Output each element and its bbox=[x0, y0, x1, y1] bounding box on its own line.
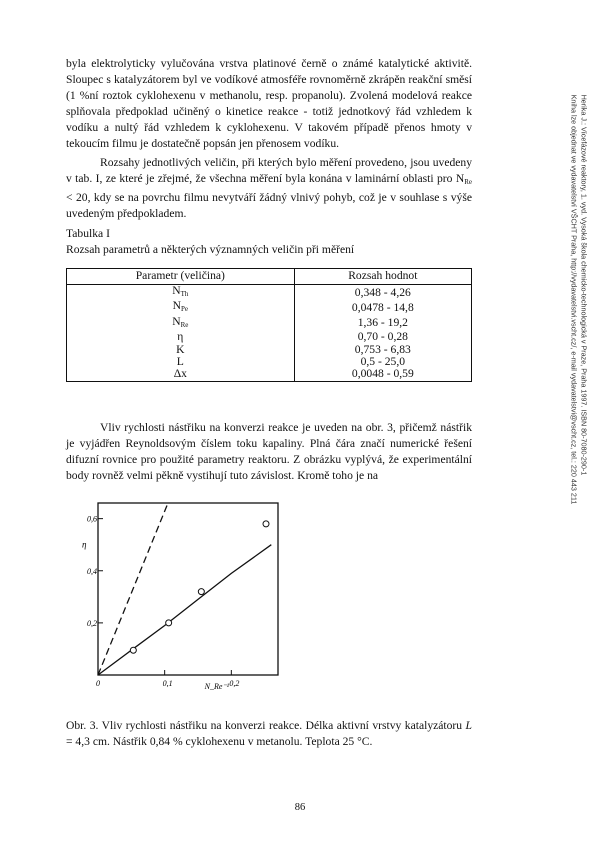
y-tick-label: 0,2 bbox=[87, 618, 97, 628]
sidenote-line-1: Herika J.: Vícefázové reaktory, 1. vyd. Vysoká škola chemicko-technologická v Praze, Praha 1997. ISBN 80-7080-290-1 bbox=[579, 94, 589, 476]
y-tick-label: 0,4 bbox=[87, 566, 97, 576]
data-point bbox=[166, 620, 172, 626]
data-point bbox=[130, 647, 136, 653]
figure-caption bbox=[66, 718, 472, 750]
x-axis-label: N_Re⁻¹ bbox=[204, 682, 230, 691]
parameter-subscript: Re bbox=[180, 320, 189, 329]
y-tick-label: 0,6 bbox=[87, 514, 97, 524]
paragraph-ranges bbox=[66, 155, 472, 222]
range-cell: 0,70 - 0,28 bbox=[294, 331, 471, 343]
x-tick-label: 0 bbox=[96, 679, 100, 688]
table-row bbox=[67, 331, 472, 343]
parameter-subscript: Th bbox=[180, 290, 189, 298]
x-tick-label: 0,1 bbox=[162, 679, 173, 688]
page-number: 86 bbox=[294, 802, 306, 813]
figure-caption-L: L bbox=[465, 719, 472, 732]
range-cell: 0,753 - 6,83 bbox=[294, 344, 471, 356]
parameter-symbol: N bbox=[172, 299, 182, 313]
table-caption bbox=[66, 226, 354, 258]
table-title: Rozsah parametrů a některých významných veličin při měření bbox=[66, 243, 355, 256]
paragraph-intro: byla elektrolyticky vylučována vrstva platinové černě o známé katalytické aktivitě. Sloupec s katalyzátorem byl ve vodíkové atmosféře rovnoměrně zkrápěn reakční směsí (1 %ní roztok cyklohexenu v methanolu, resp. propanolu). Zvolená modelová reakce splňovala předpoklad učiněný o kinetice reakce - totiž jednotkový řád vzhledem k vodíku a nultý řád vzhledem k cyklohexenu. V takovém případě přenos hmoty v tekoucím filmu je dostatečně popsán jen přenosem vodíku. bbox=[66, 57, 472, 151]
parameter-subscript: Pe bbox=[181, 305, 189, 314]
table-row bbox=[67, 368, 472, 381]
parameter-cell bbox=[67, 285, 295, 301]
x-tick-label: 0,2 bbox=[229, 679, 240, 688]
range-cell: 0,5 - 25,0 bbox=[294, 356, 471, 368]
parameter-cell bbox=[67, 300, 295, 315]
y-axis-label: η bbox=[82, 539, 87, 550]
header-parameter: Parametr (veličina) bbox=[67, 269, 295, 285]
sidenote-line-2: Kniha lze objednat ve vydavatelství VŠCHT Praha, http://vydavatelstvi.vscht.cz/, e-mail vydavatelstvi@vscht.cz, tel.: 220 443 211 bbox=[570, 94, 579, 505]
sidenote bbox=[570, 92, 589, 522]
ranges-text: Rozsahy jednotlivých veličin, při kterých bylo měření provedeno, jsou uvedeny v tab. I, ze které je zřejmé, že všechna měření byla konána v laminární oblasti pro N bbox=[66, 156, 472, 186]
range-cell: 1,36 - 19,2 bbox=[294, 316, 471, 331]
table-row bbox=[67, 300, 472, 315]
plot-frame bbox=[98, 503, 278, 675]
paragraph-reaction: Vliv rychlosti nástřiku na konverzi reakce je uveden na obr. 3, přičemž nástřik je vyjádřen Reynoldsovým číslem toku kapaliny. Plná čára značí numerické řešení difuzní rovnice pro použité parametry reaktoru. Z obrázku vyplývá, že experimentální body rovněž velmi pěkně vystihují tuto závislost. Kromě toho je na bbox=[66, 421, 472, 483]
table-row bbox=[67, 316, 472, 331]
header-range: Rozsah hodnot bbox=[294, 269, 471, 285]
table-row bbox=[67, 344, 472, 356]
table-label: Tabulka I bbox=[66, 227, 110, 240]
parameter-symbol: Δx bbox=[173, 367, 187, 381]
parameter-range-table bbox=[66, 268, 472, 382]
table-row bbox=[67, 285, 472, 301]
parameter-cell bbox=[67, 368, 295, 381]
parameter-symbol: L bbox=[176, 355, 184, 369]
range-cell: 0,0048 - 0,59 bbox=[294, 368, 471, 381]
parameter-symbol: N bbox=[172, 284, 181, 297]
data-point bbox=[263, 521, 269, 527]
data-point bbox=[198, 589, 204, 595]
range-cell: 0,348 - 4,26 bbox=[294, 285, 471, 301]
parameter-cell bbox=[67, 316, 295, 331]
figure-caption-end: = 4,3 cm. Nástřik 0,84 % cyklohexenu v metanolu. Teplota 25 °C. bbox=[66, 735, 373, 749]
range-cell: 0,0478 - 14,8 bbox=[294, 300, 471, 315]
figure-caption-text: Obr. 3. Vliv rychlosti nástřiku na konverzi reakce. Délka aktivní vrstvy katalyzátoru bbox=[66, 719, 466, 732]
ranges-text-end: < 20, kdy se na povrchu filmu nevytváří žádný vlnivý pohyb, což je v souhlase s výše uvedeným předpokladem. bbox=[66, 191, 472, 221]
table-header-row bbox=[67, 269, 472, 285]
parameter-symbol: N bbox=[172, 314, 181, 328]
figure-3-chart bbox=[70, 490, 300, 710]
parameter-symbol: K bbox=[176, 342, 185, 356]
parameter-symbol: η bbox=[177, 330, 184, 344]
re-subscript: Re bbox=[464, 178, 472, 187]
